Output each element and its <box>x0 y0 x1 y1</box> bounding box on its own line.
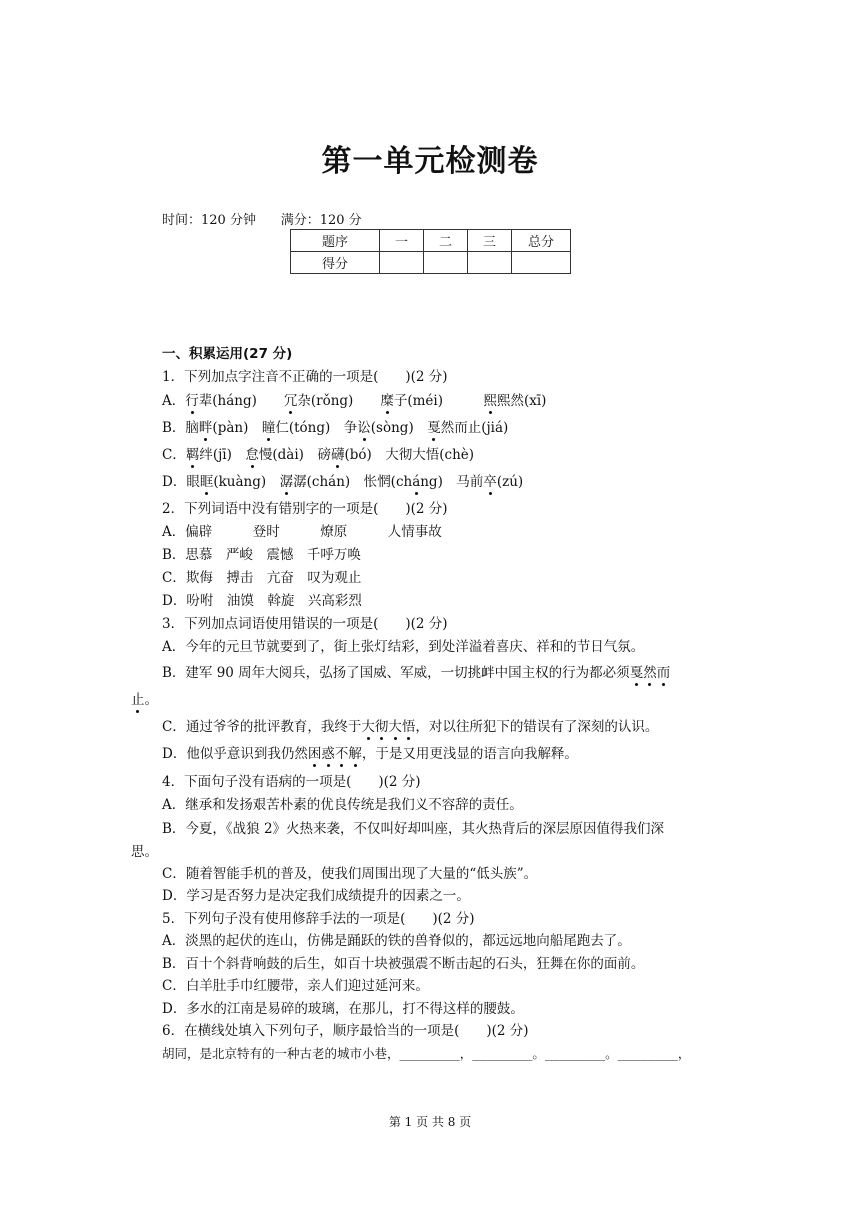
option-text: 仁(tóng) <box>275 420 344 436</box>
option-text: 大彻大悟(chè) <box>385 447 475 463</box>
dotted-char: 不 <box>334 746 349 762</box>
option-text: B．建军 90 周年大阅兵，弘扬了国威、军威，一切挑衅中国主权的行为都必须 <box>162 665 630 681</box>
option-line: B．思慕 严峻 震憾 千呼万唤 <box>162 547 361 563</box>
page-title: 第一单元检测卷 <box>321 144 539 179</box>
exam-meta: 时间：120 分钟 满分：120 分 <box>162 213 362 228</box>
option-line <box>162 446 474 464</box>
dotted-char: 大 <box>361 719 375 735</box>
option-text: (zú) <box>496 474 524 490</box>
option-text: 绊(jī) <box>199 447 246 463</box>
option-text: (sòng) <box>370 420 428 436</box>
question-stem: 2．下列词语中没有错别字的一项是( )(2 分) <box>162 501 448 517</box>
page-footer: 第 1 页 共 8 页 <box>388 1115 472 1129</box>
option-line <box>162 473 523 491</box>
option-text: (kuàng) <box>213 474 280 490</box>
option-label: A． <box>162 393 186 409</box>
option-line <box>162 392 546 410</box>
option-line: A．继承和发扬艰苦朴素的优良传统是我们义不容辞的责任。 <box>162 797 523 813</box>
score-input-cell[interactable] <box>512 252 571 274</box>
score-table-cell: 题序 <box>291 230 380 252</box>
dotted-char: 行 <box>185 393 199 409</box>
dotted-char: 畔 <box>198 420 213 436</box>
option-text: ，于是又用更浅显的语言向我解释。 <box>361 746 578 762</box>
option-label: D． <box>162 474 187 490</box>
option-text: 子(méi) <box>393 393 484 409</box>
dotted-char: 困 <box>307 746 322 762</box>
question-stem: 5．下列句子没有使用修辞手法的一项是( )(2 分) <box>162 911 475 927</box>
option-text: C．通过爷爷的批评教育，我终于 <box>162 719 362 735</box>
option-line: D．多水的江南是易碎的玻璃，在那儿，打不得这样的腰鼓。 <box>162 1001 524 1017</box>
score-table-cell: 得分 <box>291 252 380 274</box>
score-input-cell[interactable] <box>468 252 512 274</box>
dotted-char: 羁 <box>185 447 200 463</box>
dotted-char: 然 <box>643 665 657 681</box>
section-heading: 一、积累运用(27 分) <box>162 346 293 362</box>
dotted-char: 大 <box>388 719 402 735</box>
score-input-cell[interactable] <box>380 252 424 274</box>
dotted-char: 瞳 <box>261 420 276 436</box>
option-line-continued: 思。 <box>131 844 158 860</box>
option-text: 眼 <box>186 474 200 490</box>
question-stem: 3．下列加点词语使用错误的一项是( )(2 分) <box>162 616 448 632</box>
option-label: B． <box>162 420 186 436</box>
passage-text: 胡同，是北京特有的一种古老的城市小巷，________，________。________。________， <box>162 1046 691 1061</box>
score-table-cell: 总分 <box>512 230 571 252</box>
option-text: 怅 <box>363 474 378 490</box>
dotted-char: 眶 <box>199 474 214 490</box>
score-table-header-row <box>291 230 571 252</box>
option-line: A．偏辟 登时 燎原 人情事故 <box>162 524 442 540</box>
dotted-char: 糜 <box>380 393 394 409</box>
option-line <box>162 419 508 437</box>
option-text: 杂(rǒng) <box>297 393 381 409</box>
option-text: 熙然(xī) <box>496 393 547 409</box>
option-line: A．淡黑的起伏的连山，仿佛是踊跃的铁的兽脊似的，都远远地向船尾跑去了。 <box>162 933 631 949</box>
option-text: 。 <box>144 692 158 708</box>
option-label: C． <box>162 447 186 463</box>
option-line: B．今夏，《战狼 2》火热来袭，不仅叫好却叫座，其火热背后的深层原因值得我们深 <box>162 821 665 837</box>
option-line <box>162 718 658 736</box>
option-line: D．学习是否努力是决定我们成绩提升的因素之一。 <box>162 888 470 904</box>
dotted-char: 惘(cháng) <box>377 474 457 490</box>
option-line: C．欺侮 搏击 亢奋 叹为观止 <box>162 570 362 586</box>
dotted-char: 戛 <box>427 420 441 436</box>
dotted-char: 彻 <box>374 719 389 735</box>
score-table-score-row <box>291 252 571 274</box>
dotted-char: 惑 <box>321 746 335 762</box>
dotted-char: 冗 <box>283 393 298 409</box>
score-table <box>290 229 571 274</box>
dotted-char: 解 <box>348 746 362 762</box>
question-stem: 1．下列加点字注音不正确的一项是( )(2 分) <box>162 369 448 385</box>
option-text: 脑 <box>185 420 199 436</box>
option-text: 马前 <box>456 474 484 490</box>
option-text: 慢(dài) <box>258 447 318 463</box>
option-text: 辈(háng) <box>198 393 284 409</box>
dotted-char: 潺 <box>279 474 294 490</box>
option-text: 潺(chán) <box>293 474 364 490</box>
option-text: 然而止(jiá) <box>440 420 509 436</box>
option-line <box>162 664 670 682</box>
option-line: C．白羊肚手巾红腰带，亲人们迎过延河来。 <box>162 978 429 994</box>
score-table-cell: 三 <box>468 230 512 252</box>
dotted-phrase <box>630 665 671 681</box>
dotted-char: 戛 <box>629 665 644 681</box>
option-line: D．吩咐 油馍 斡旋 兴高彩烈 <box>162 593 362 609</box>
option-text: 磅 <box>317 447 331 463</box>
question-stem: 4．下面句子没有语病的一项是( )(2 分) <box>162 774 421 790</box>
dotted-char: 悟 <box>401 719 416 735</box>
option-line <box>162 745 578 763</box>
score-table-cell: 一 <box>380 230 424 252</box>
option-line: C．随着智能手机的普及，使我们周围出现了大量的“低头族”。 <box>162 866 538 882</box>
option-line-continued <box>131 691 158 709</box>
dotted-char: 礴 <box>330 447 345 463</box>
option-text: (pàn) <box>212 420 262 436</box>
dotted-char: 讼 <box>357 420 371 436</box>
dotted-char: 止 <box>131 692 145 708</box>
option-text: D．他似乎意识到我仍然 <box>162 746 308 762</box>
dotted-char: 卒 <box>483 474 497 490</box>
score-table-cell: 二 <box>424 230 468 252</box>
option-text: ，对以往所犯下的错误有了深刻的认识。 <box>415 719 659 735</box>
question-stem: 6．在横线处填入下列句子，顺序最恰当的一项是( )(2 分) <box>162 1023 529 1039</box>
option-text: (bó) <box>344 447 386 463</box>
dotted-char: 熙 <box>483 393 497 409</box>
dotted-char: 而 <box>656 665 671 681</box>
option-line: B．百十个斜背响鼓的后生，如百十块被强震不断击起的石头，狂舞在你的面前。 <box>162 956 645 972</box>
option-line: A．今年的元旦节就要到了，街上张灯结彩，到处洋溢着喜庆、祥和的节日气氛。 <box>162 639 645 655</box>
dotted-char: 怠 <box>245 447 259 463</box>
option-text: 争 <box>343 420 358 436</box>
dotted-phrase <box>361 719 415 735</box>
dotted-phrase <box>308 746 362 762</box>
score-input-cell[interactable] <box>424 252 468 274</box>
